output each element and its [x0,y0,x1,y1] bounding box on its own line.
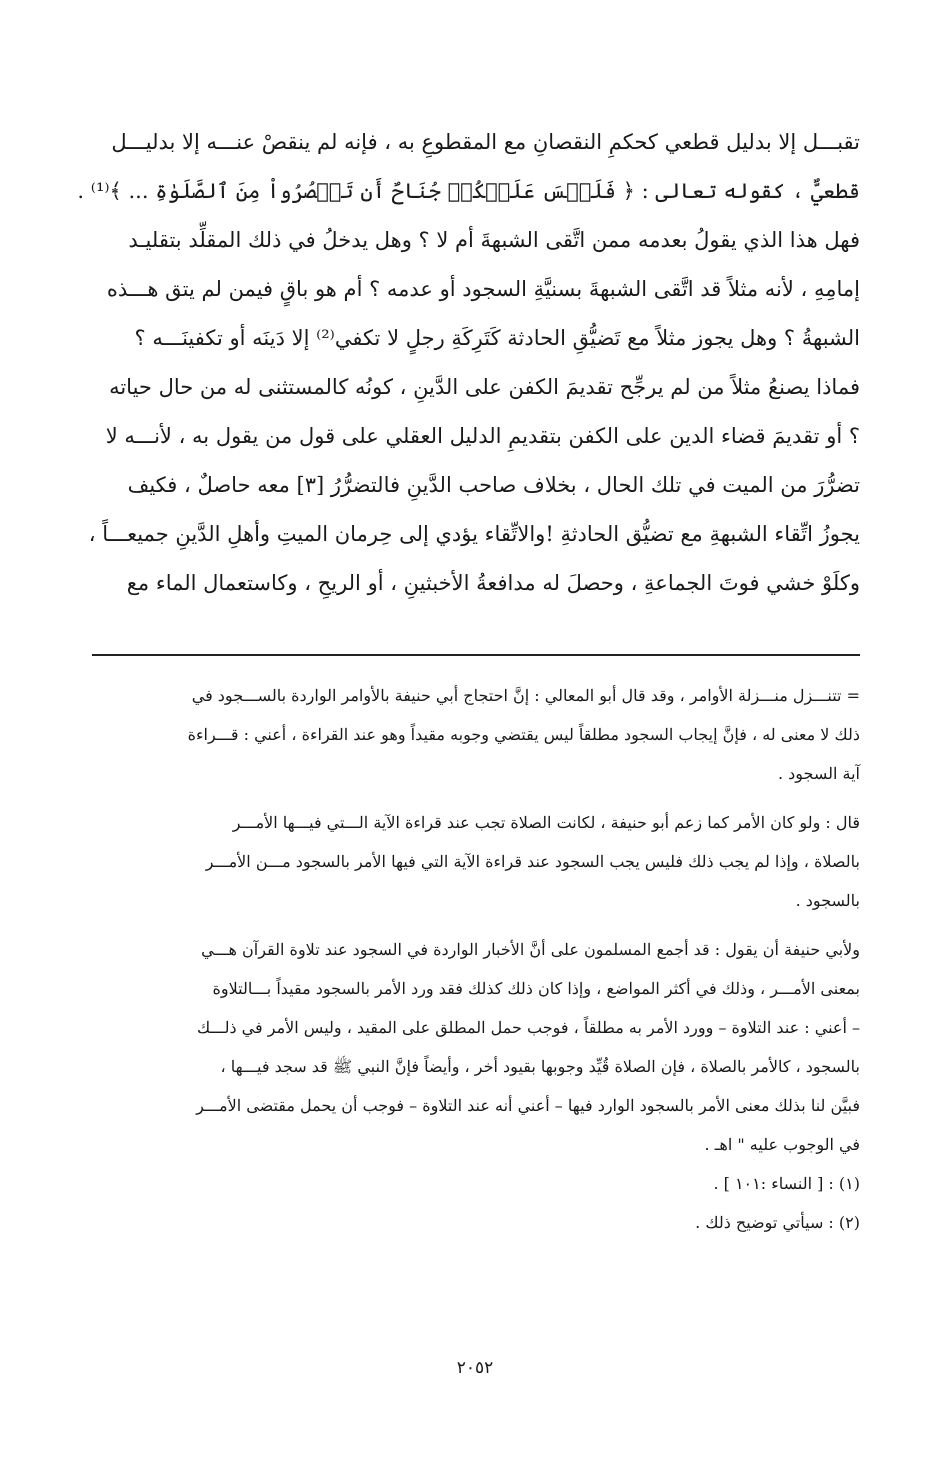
footnote-line: بمعنى الأمـــر ، وذلك في أكثر المواضع ، وإذا كان ذلك كذلك فقد ورد الأمر بالسجود مقيداً بـــالتلاوة [212,979,860,998]
footnote-divider [92,654,860,656]
footnotes-section [92,676,860,1242]
footnote-line: ذلك لا معنى له ، فإنَّ إيجاب السجود مطلقاً ليس يقتضي وجوبه مقيداً وهو عند القراءة ، أعني : قـــراءة [187,725,860,744]
paragraph-gap [92,920,860,930]
main-text-line: يجوزُ اتِّقاء الشبهةِ مع تضيُّق الحادثةِ !والاتِّقاء يؤدي إلى حِرمان الميتِ وأهلِ الدَّينِ جميعـــاً ، [88,522,860,546]
footnote-2: (٢) : سيأتي توضيح ذلك . [695,1213,860,1232]
footnote-line: = تتنـــزل منـــزلة الأوامر ، وقد قال أبو المعالي : إنَّ احتجاج أبي حنيفة بالأوامر الواردة بالســـجود في [191,686,860,705]
footnote-line: بالسجود . [795,891,860,910]
main-body-text [77,118,860,608]
main-text-line: تضرُّرَ من الميت في تلك الحال ، بخلاف صاحب الدَّينِ فالتضرُّرُ [٣] معه حاصلٌ ، فكيف [127,473,860,497]
footnote-line: ولأبي حنيفة أن يقول : قد أجمع المسلمون على أنَّ الأخبار الواردة في السجود عند تلاوة القرآن هـــي [201,940,860,959]
footnote-line: قال : ولو كان الأمر كما زعم أبو حنيفة ، لكانت الصلاة تجب عند قراءة الآية الـــتي فيـــها الأمـــر [232,813,860,832]
page-number: ٢٠٥٢ [456,1358,494,1378]
footnote-line: – أعني : عند التلاوة – وورد الأمر به مطلقاً ، فوجب حمل المطلق على المقيد ، وليس الأمر في ذلـــك [197,1018,860,1037]
paragraph-gap [92,793,860,803]
main-text-line: وكلَوْ خشي فوتَ الجماعةِ ، وحصلَ له مدافعةُ الأخبثينِ ، أو الريحِ ، وكاستعمال الماء مع [126,571,860,595]
main-text-line: فهل هذا الذي يقولُ بعدمه ممن اتَّقى الشبهةَ أم لا ؟ وهل يدخلُ في ذلك المقلِّد بتقليـد [128,228,860,252]
main-text-line: تقبـــل إلا بدليل قطعي كحكمِ النقصانِ مع المقطوعِ به ، فإنه لم ينقصْ عنـــه إلا بدليـــل [111,130,860,154]
footnote-line: في الوجوب عليه " اهـ . [704,1135,860,1154]
footnote-line: آية السجود . [777,764,860,783]
main-text-line: فماذا يصنعُ مثلاً من لم يرجِّح تقديمَ الكفن على الدَّينِ ، كونُه كالمستثنى له من حال حياته [109,375,860,399]
footnote-line: بالسجود ، كالأمر بالصلاة ، فإن الصلاة قُيِّد وجوبها بقيود أخر ، وأيضاً فإنَّ النبي ﷺ قد سجد فيـــها ، [220,1057,860,1076]
main-text-line: الشبهةُ ؟ وهل يجوز مثلاً مع تَضيُّقِ الحادثة كَتَرِكَةِ رجلٍ لا تكفي⁽²⁾ إلا دَينَه أو تكفينَـــه ؟ [134,326,860,350]
main-text-line: قطعيٌّ ، كقوله تعالى : ﴿ فَلَيۡسَ عَلَيۡكُمۡ جُنَاحٌ أَن تَقۡصُرُواْ مِنَ ٱلصَّلَوٰةِ ... ﴾⁽¹⁾ . [77,179,860,203]
main-text-line: ؟ أو تقديمَ قضاء الدين على الكفن بتقديمِ الدليل العقلي على قول من يقول به ، لأنـــه لا [105,424,860,448]
main-text-line: إمامِهِ ، لأنه مثلاً قد اتَّقى الشبهةَ بسنيَّةِ السجود أو عدمه ؟ أم هو باقٍ فيمن لم يتق هـــذه [106,277,860,301]
footnote-line: بالصلاة ، وإذا لم يجب ذلك فليس يجب السجود عند قراءة الآية التي فيها الأمر بالسجود مـــن الأمـــر [205,852,860,871]
footnote-1: (١) : [ النساء :١٠١ ] . [713,1174,860,1193]
footnote-line: فبيَّن لنا بذلك معنى الأمر بالسجود الوارد فيها – أعني أنه عند التلاوة – فوجب أن يحمل مقتضى الأمـــر [196,1096,860,1115]
